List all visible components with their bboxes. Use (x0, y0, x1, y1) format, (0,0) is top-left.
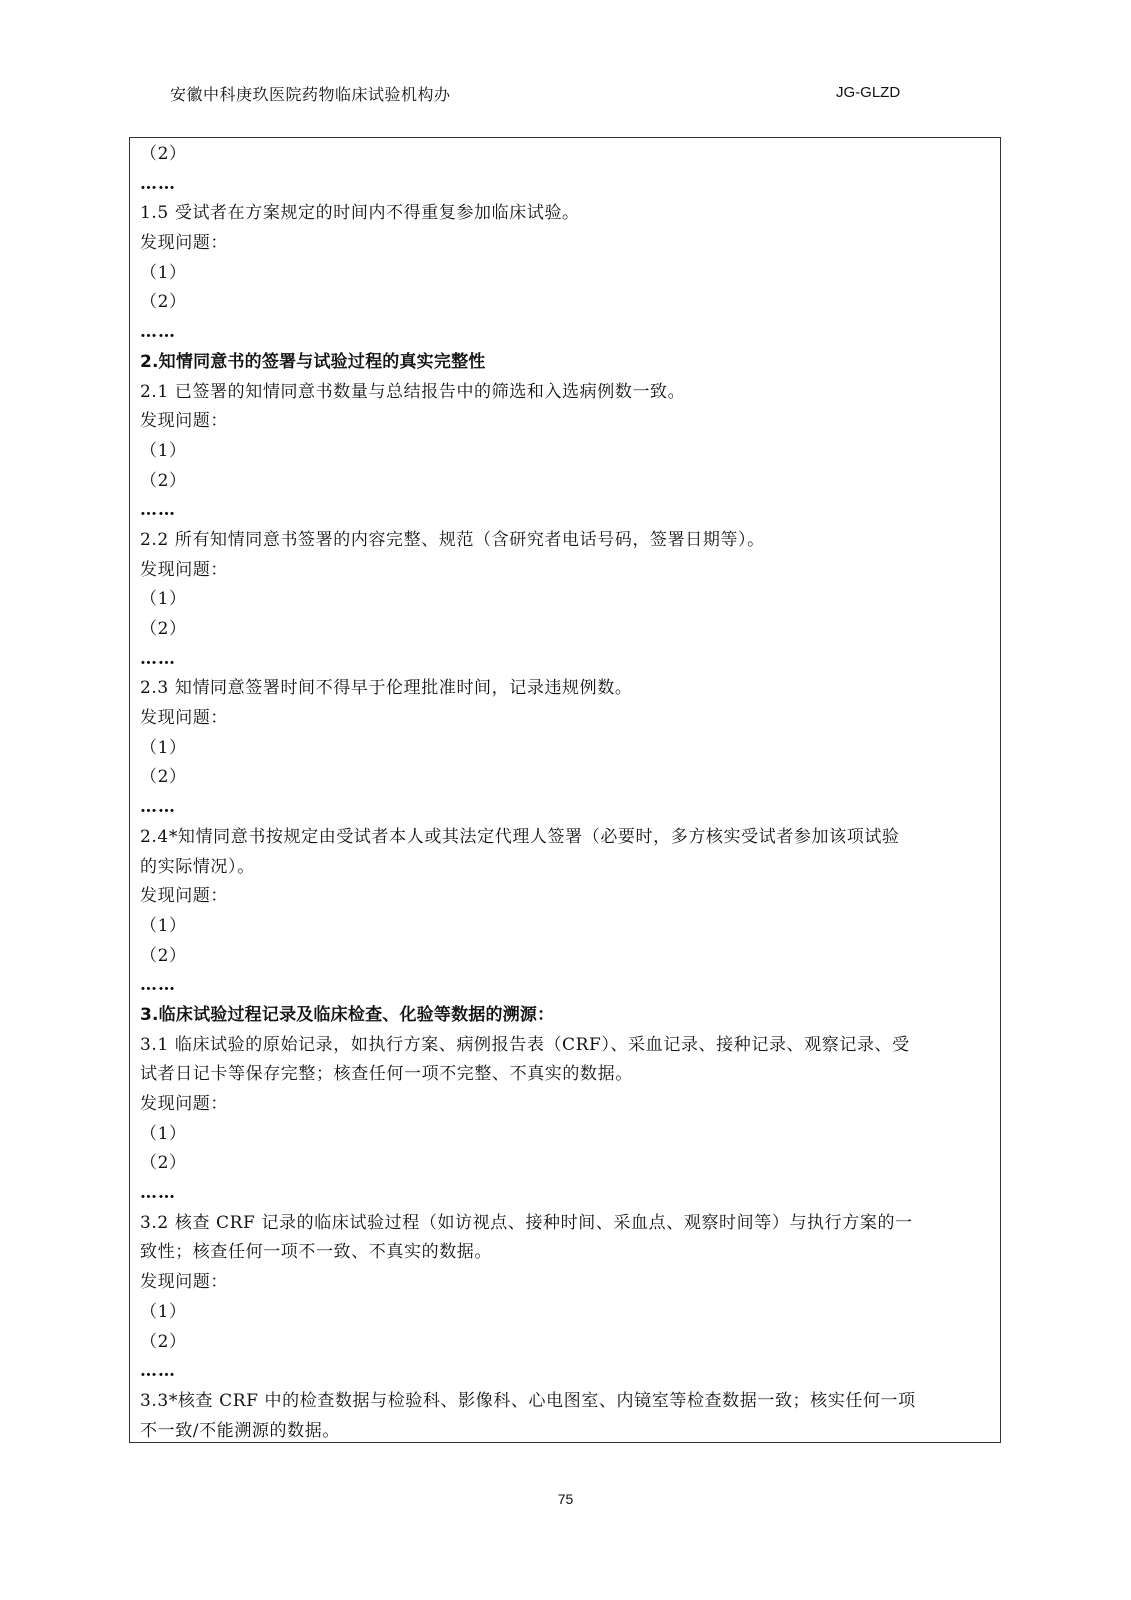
issue-item: （2） (140, 144, 187, 164)
issue-item: （1） (140, 1123, 187, 1144)
issue-item: （1） (140, 440, 187, 461)
ellipsis-line: …… (140, 1361, 176, 1382)
issue-item: （2） (140, 470, 187, 491)
issues-found-label: 发现问题： (140, 1272, 228, 1293)
issue-item: （2） (140, 1331, 187, 1352)
check-item: 1.5 受试者在方案规定的时间内不得重复参加临床试验。 (140, 203, 580, 224)
ellipsis-line: …… (140, 975, 176, 996)
text-line: 试者日记卡等保存完整；核查任何一项不完整、不真实的数据。 (140, 1064, 633, 1085)
ellipsis-line: …… (140, 1183, 176, 1204)
check-item: 3.3*核查 CRF 中的检查数据与检验科、影像科、心电图室、内镜室等检查数据一致；核实任何一项 (140, 1390, 916, 1411)
issues-found-label: 发现问题： (140, 708, 228, 729)
issues-found-label: 发现问题： (140, 1094, 228, 1114)
ellipsis-line: …… (140, 648, 176, 669)
ellipsis-line: …… (140, 797, 176, 818)
issues-found-label: 发现问题： (140, 233, 228, 254)
issues-found-label: 发现问题： (140, 559, 228, 580)
issue-item: （1） (140, 589, 187, 610)
text-line: 致性；核查任何一项不一致、不真实的数据。 (140, 1242, 492, 1263)
check-item: 3.1 临床试验的原始记录，如执行方案、病例报告表（CRF）、采血记录、接种记录、观察记录、受 (140, 1034, 910, 1055)
issue-item: （1） (140, 915, 187, 936)
check-item: 2.2 所有知情同意书签署的内容完整、规范（含研究者电话号码，签署日期等）。 (140, 529, 765, 550)
section-heading: 2.知情同意书的签署与试验过程的真实完整性 (140, 351, 486, 372)
check-item: 2.3 知情同意签署时间不得早于伦理批准时间，记录违规例数。 (140, 678, 633, 699)
issue-item: （2） (140, 292, 187, 313)
page-number: 75 (557, 1491, 574, 1507)
text-line: 不一致/不能溯源的数据。 (140, 1420, 340, 1441)
issue-item: （2） (140, 619, 187, 639)
issue-item: （1） (140, 737, 187, 758)
issue-item: （1） (140, 1301, 187, 1322)
section-heading: 3.临床试验过程记录及临床检查、化验等数据的溯源： (140, 1004, 555, 1025)
ellipsis-line: …… (140, 173, 176, 194)
issues-found-label: 发现问题： (140, 886, 228, 907)
check-item: 2.1 已签署的知情同意书数量与总结报告中的筛选和入选病例数一致。 (140, 381, 686, 402)
ellipsis-line: …… (140, 500, 176, 521)
check-item: 2.4*知情同意书按规定由受试者本人或其法定代理人签署（必要时，多方核实受试者参加该项试验 (140, 826, 900, 847)
checklist-content (140, 140, 990, 1446)
issue-item: （2） (140, 767, 187, 788)
check-item: 3.2 核查 CRF 记录的临床试验过程（如访视点、接种时间、采血点、观察时间等）与执行方案的一 (140, 1212, 913, 1233)
text-line: 的实际情况）。 (140, 856, 255, 877)
issue-item: （2） (140, 945, 187, 966)
header-doc-code: JG-GLZD (836, 84, 901, 101)
issue-item: （2） (140, 1153, 187, 1174)
issues-found-label: 发现问题： (140, 411, 228, 432)
header-institution: 安徽中科庚玖医院药物临床试验机构办 (170, 85, 451, 104)
issue-item: （1） (140, 262, 187, 283)
checklist-table (129, 137, 1001, 1443)
ellipsis-line: …… (140, 322, 176, 343)
